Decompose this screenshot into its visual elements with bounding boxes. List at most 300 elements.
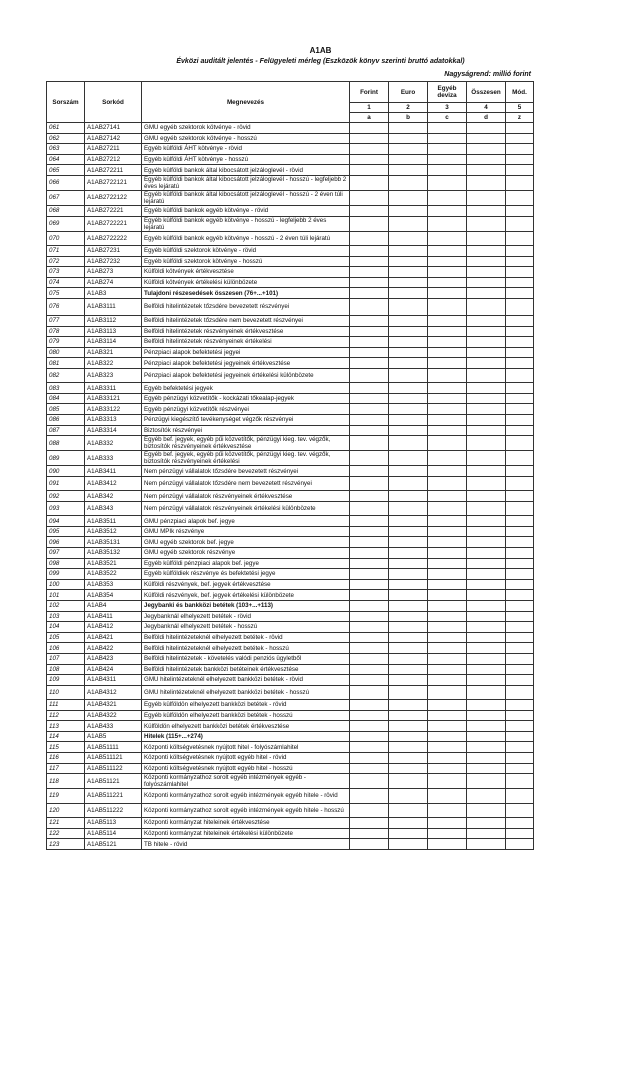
value-cell-forint[interactable]: [350, 818, 389, 829]
value-cell-mod[interactable]: [506, 326, 534, 337]
value-cell-mod[interactable]: [506, 347, 534, 358]
value-cell-mod[interactable]: [506, 267, 534, 278]
value-cell-osszesen[interactable]: [467, 611, 506, 622]
value-cell-egyeb[interactable]: [428, 245, 467, 256]
value-cell-mod[interactable]: [506, 753, 534, 764]
value-cell-euro[interactable]: [389, 710, 428, 721]
value-cell-euro[interactable]: [389, 123, 428, 134]
value-cell-euro[interactable]: [389, 205, 428, 216]
value-cell-mod[interactable]: [506, 675, 534, 686]
value-cell-euro[interactable]: [389, 466, 428, 477]
value-cell-forint[interactable]: [350, 404, 389, 415]
value-cell-osszesen[interactable]: [467, 415, 506, 426]
value-cell-egyeb[interactable]: [428, 675, 467, 686]
value-cell-forint[interactable]: [350, 491, 389, 502]
value-cell-egyeb[interactable]: [428, 436, 467, 451]
value-cell-forint[interactable]: [350, 774, 389, 789]
value-cell-euro[interactable]: [389, 537, 428, 548]
value-cell-forint[interactable]: [350, 415, 389, 426]
value-cell-euro[interactable]: [389, 277, 428, 288]
value-cell-osszesen[interactable]: [467, 590, 506, 601]
value-cell-mod[interactable]: [506, 622, 534, 633]
value-cell-egyeb[interactable]: [428, 451, 467, 466]
value-cell-osszesen[interactable]: [467, 774, 506, 789]
value-cell-osszesen[interactable]: [467, 763, 506, 774]
value-cell-egyeb[interactable]: [428, 710, 467, 721]
value-cell-mod[interactable]: [506, 526, 534, 537]
value-cell-euro[interactable]: [389, 675, 428, 686]
value-cell-mod[interactable]: [506, 298, 534, 315]
value-cell-egyeb[interactable]: [428, 742, 467, 753]
value-cell-osszesen[interactable]: [467, 753, 506, 764]
value-cell-osszesen[interactable]: [467, 165, 506, 176]
value-cell-euro[interactable]: [389, 516, 428, 527]
value-cell-forint[interactable]: [350, 789, 389, 803]
value-cell-egyeb[interactable]: [428, 753, 467, 764]
value-cell-osszesen[interactable]: [467, 383, 506, 394]
value-cell-osszesen[interactable]: [467, 368, 506, 382]
value-cell-forint[interactable]: [350, 803, 389, 817]
value-cell-euro[interactable]: [389, 393, 428, 404]
value-cell-euro[interactable]: [389, 753, 428, 764]
value-cell-osszesen[interactable]: [467, 144, 506, 155]
value-cell-egyeb[interactable]: [428, 288, 467, 299]
value-cell-euro[interactable]: [389, 451, 428, 466]
value-cell-forint[interactable]: [350, 383, 389, 394]
value-cell-osszesen[interactable]: [467, 710, 506, 721]
value-cell-euro[interactable]: [389, 789, 428, 803]
value-cell-egyeb[interactable]: [428, 569, 467, 580]
value-cell-osszesen[interactable]: [467, 632, 506, 643]
value-cell-osszesen[interactable]: [467, 216, 506, 231]
value-cell-osszesen[interactable]: [467, 277, 506, 288]
value-cell-osszesen[interactable]: [467, 828, 506, 839]
value-cell-forint[interactable]: [350, 298, 389, 315]
value-cell-euro[interactable]: [389, 425, 428, 436]
value-cell-osszesen[interactable]: [467, 803, 506, 817]
value-cell-mod[interactable]: [506, 288, 534, 299]
value-cell-forint[interactable]: [350, 558, 389, 569]
value-cell-egyeb[interactable]: [428, 579, 467, 590]
value-cell-forint[interactable]: [350, 675, 389, 686]
value-cell-osszesen[interactable]: [467, 123, 506, 134]
value-cell-mod[interactable]: [506, 123, 534, 134]
value-cell-egyeb[interactable]: [428, 491, 467, 502]
value-cell-osszesen[interactable]: [467, 133, 506, 144]
value-cell-osszesen[interactable]: [467, 190, 506, 205]
value-cell-forint[interactable]: [350, 476, 389, 490]
value-cell-osszesen[interactable]: [467, 256, 506, 267]
value-cell-forint[interactable]: [350, 451, 389, 466]
value-cell-egyeb[interactable]: [428, 154, 467, 165]
value-cell-euro[interactable]: [389, 368, 428, 382]
value-cell-mod[interactable]: [506, 839, 534, 850]
value-cell-mod[interactable]: [506, 216, 534, 231]
value-cell-euro[interactable]: [389, 685, 428, 699]
value-cell-egyeb[interactable]: [428, 368, 467, 382]
value-cell-osszesen[interactable]: [467, 466, 506, 477]
value-cell-mod[interactable]: [506, 590, 534, 601]
value-cell-euro[interactable]: [389, 165, 428, 176]
value-cell-mod[interactable]: [506, 415, 534, 426]
value-cell-euro[interactable]: [389, 653, 428, 664]
value-cell-mod[interactable]: [506, 133, 534, 144]
value-cell-osszesen[interactable]: [467, 685, 506, 699]
value-cell-forint[interactable]: [350, 245, 389, 256]
value-cell-egyeb[interactable]: [428, 358, 467, 369]
value-cell-euro[interactable]: [389, 245, 428, 256]
value-cell-mod[interactable]: [506, 451, 534, 466]
value-cell-egyeb[interactable]: [428, 298, 467, 315]
value-cell-euro[interactable]: [389, 216, 428, 231]
value-cell-egyeb[interactable]: [428, 526, 467, 537]
value-cell-osszesen[interactable]: [467, 516, 506, 527]
value-cell-forint[interactable]: [350, 839, 389, 850]
value-cell-egyeb[interactable]: [428, 700, 467, 711]
value-cell-egyeb[interactable]: [428, 383, 467, 394]
value-cell-egyeb[interactable]: [428, 425, 467, 436]
value-cell-osszesen[interactable]: [467, 600, 506, 611]
value-cell-euro[interactable]: [389, 579, 428, 590]
value-cell-osszesen[interactable]: [467, 154, 506, 165]
value-cell-osszesen[interactable]: [467, 315, 506, 326]
value-cell-osszesen[interactable]: [467, 622, 506, 633]
value-cell-forint[interactable]: [350, 288, 389, 299]
value-cell-mod[interactable]: [506, 685, 534, 699]
value-cell-mod[interactable]: [506, 501, 534, 515]
value-cell-egyeb[interactable]: [428, 622, 467, 633]
value-cell-forint[interactable]: [350, 368, 389, 382]
value-cell-mod[interactable]: [506, 165, 534, 176]
value-cell-mod[interactable]: [506, 231, 534, 245]
value-cell-egyeb[interactable]: [428, 315, 467, 326]
value-cell-egyeb[interactable]: [428, 415, 467, 426]
value-cell-forint[interactable]: [350, 828, 389, 839]
value-cell-euro[interactable]: [389, 828, 428, 839]
value-cell-forint[interactable]: [350, 721, 389, 732]
value-cell-forint[interactable]: [350, 347, 389, 358]
value-cell-osszesen[interactable]: [467, 425, 506, 436]
value-cell-mod[interactable]: [506, 368, 534, 382]
value-cell-egyeb[interactable]: [428, 165, 467, 176]
value-cell-forint[interactable]: [350, 337, 389, 348]
value-cell-euro[interactable]: [389, 526, 428, 537]
value-cell-osszesen[interactable]: [467, 205, 506, 216]
value-cell-egyeb[interactable]: [428, 123, 467, 134]
value-cell-mod[interactable]: [506, 537, 534, 548]
value-cell-egyeb[interactable]: [428, 774, 467, 789]
value-cell-osszesen[interactable]: [467, 393, 506, 404]
value-cell-mod[interactable]: [506, 569, 534, 580]
value-cell-euro[interactable]: [389, 231, 428, 245]
value-cell-mod[interactable]: [506, 491, 534, 502]
value-cell-mod[interactable]: [506, 358, 534, 369]
value-cell-osszesen[interactable]: [467, 789, 506, 803]
value-cell-osszesen[interactable]: [467, 298, 506, 315]
value-cell-euro[interactable]: [389, 600, 428, 611]
value-cell-egyeb[interactable]: [428, 653, 467, 664]
value-cell-euro[interactable]: [389, 383, 428, 394]
value-cell-mod[interactable]: [506, 828, 534, 839]
value-cell-euro[interactable]: [389, 190, 428, 205]
value-cell-egyeb[interactable]: [428, 347, 467, 358]
value-cell-forint[interactable]: [350, 315, 389, 326]
value-cell-egyeb[interactable]: [428, 818, 467, 829]
value-cell-euro[interactable]: [389, 326, 428, 337]
value-cell-forint[interactable]: [350, 358, 389, 369]
value-cell-euro[interactable]: [389, 590, 428, 601]
value-cell-egyeb[interactable]: [428, 789, 467, 803]
value-cell-mod[interactable]: [506, 466, 534, 477]
value-cell-euro[interactable]: [389, 774, 428, 789]
value-cell-osszesen[interactable]: [467, 742, 506, 753]
value-cell-euro[interactable]: [389, 144, 428, 155]
value-cell-mod[interactable]: [506, 337, 534, 348]
value-cell-osszesen[interactable]: [467, 721, 506, 732]
value-cell-egyeb[interactable]: [428, 501, 467, 515]
value-cell-forint[interactable]: [350, 742, 389, 753]
value-cell-euro[interactable]: [389, 622, 428, 633]
value-cell-euro[interactable]: [389, 133, 428, 144]
value-cell-mod[interactable]: [506, 700, 534, 711]
value-cell-mod[interactable]: [506, 436, 534, 451]
value-cell-forint[interactable]: [350, 256, 389, 267]
value-cell-euro[interactable]: [389, 664, 428, 675]
value-cell-osszesen[interactable]: [467, 643, 506, 654]
value-cell-forint[interactable]: [350, 326, 389, 337]
value-cell-mod[interactable]: [506, 632, 534, 643]
value-cell-egyeb[interactable]: [428, 175, 467, 190]
value-cell-egyeb[interactable]: [428, 404, 467, 415]
value-cell-osszesen[interactable]: [467, 175, 506, 190]
value-cell-forint[interactable]: [350, 231, 389, 245]
value-cell-mod[interactable]: [506, 205, 534, 216]
value-cell-egyeb[interactable]: [428, 133, 467, 144]
value-cell-euro[interactable]: [389, 501, 428, 515]
value-cell-forint[interactable]: [350, 548, 389, 559]
value-cell-mod[interactable]: [506, 144, 534, 155]
value-cell-mod[interactable]: [506, 315, 534, 326]
value-cell-mod[interactable]: [506, 516, 534, 527]
value-cell-osszesen[interactable]: [467, 537, 506, 548]
value-cell-euro[interactable]: [389, 818, 428, 829]
value-cell-osszesen[interactable]: [467, 548, 506, 559]
value-cell-egyeb[interactable]: [428, 611, 467, 622]
value-cell-forint[interactable]: [350, 611, 389, 622]
value-cell-egyeb[interactable]: [428, 721, 467, 732]
value-cell-euro[interactable]: [389, 803, 428, 817]
value-cell-mod[interactable]: [506, 175, 534, 190]
value-cell-euro[interactable]: [389, 298, 428, 315]
value-cell-mod[interactable]: [506, 393, 534, 404]
value-cell-osszesen[interactable]: [467, 664, 506, 675]
value-cell-osszesen[interactable]: [467, 818, 506, 829]
value-cell-euro[interactable]: [389, 643, 428, 654]
value-cell-osszesen[interactable]: [467, 501, 506, 515]
value-cell-euro[interactable]: [389, 491, 428, 502]
value-cell-forint[interactable]: [350, 393, 389, 404]
value-cell-euro[interactable]: [389, 154, 428, 165]
value-cell-mod[interactable]: [506, 383, 534, 394]
value-cell-mod[interactable]: [506, 710, 534, 721]
value-cell-forint[interactable]: [350, 753, 389, 764]
value-cell-egyeb[interactable]: [428, 590, 467, 601]
value-cell-osszesen[interactable]: [467, 245, 506, 256]
value-cell-osszesen[interactable]: [467, 558, 506, 569]
value-cell-mod[interactable]: [506, 742, 534, 753]
value-cell-euro[interactable]: [389, 558, 428, 569]
value-cell-osszesen[interactable]: [467, 288, 506, 299]
value-cell-egyeb[interactable]: [428, 839, 467, 850]
value-cell-forint[interactable]: [350, 501, 389, 515]
value-cell-mod[interactable]: [506, 653, 534, 664]
value-cell-forint[interactable]: [350, 653, 389, 664]
value-cell-forint[interactable]: [350, 763, 389, 774]
value-cell-egyeb[interactable]: [428, 337, 467, 348]
value-cell-egyeb[interactable]: [428, 256, 467, 267]
value-cell-osszesen[interactable]: [467, 731, 506, 742]
value-cell-euro[interactable]: [389, 742, 428, 753]
value-cell-mod[interactable]: [506, 643, 534, 654]
value-cell-osszesen[interactable]: [467, 436, 506, 451]
value-cell-osszesen[interactable]: [467, 839, 506, 850]
value-cell-mod[interactable]: [506, 763, 534, 774]
value-cell-euro[interactable]: [389, 763, 428, 774]
value-cell-egyeb[interactable]: [428, 763, 467, 774]
value-cell-mod[interactable]: [506, 256, 534, 267]
value-cell-euro[interactable]: [389, 436, 428, 451]
value-cell-egyeb[interactable]: [428, 685, 467, 699]
value-cell-forint[interactable]: [350, 731, 389, 742]
value-cell-egyeb[interactable]: [428, 558, 467, 569]
value-cell-euro[interactable]: [389, 358, 428, 369]
value-cell-euro[interactable]: [389, 315, 428, 326]
value-cell-mod[interactable]: [506, 476, 534, 490]
value-cell-forint[interactable]: [350, 175, 389, 190]
value-cell-egyeb[interactable]: [428, 803, 467, 817]
value-cell-mod[interactable]: [506, 600, 534, 611]
value-cell-osszesen[interactable]: [467, 476, 506, 490]
value-cell-egyeb[interactable]: [428, 828, 467, 839]
value-cell-forint[interactable]: [350, 425, 389, 436]
value-cell-euro[interactable]: [389, 611, 428, 622]
value-cell-egyeb[interactable]: [428, 267, 467, 278]
value-cell-euro[interactable]: [389, 569, 428, 580]
value-cell-euro[interactable]: [389, 476, 428, 490]
value-cell-osszesen[interactable]: [467, 451, 506, 466]
value-cell-mod[interactable]: [506, 277, 534, 288]
value-cell-mod[interactable]: [506, 154, 534, 165]
value-cell-osszesen[interactable]: [467, 526, 506, 537]
value-cell-euro[interactable]: [389, 700, 428, 711]
value-cell-egyeb[interactable]: [428, 231, 467, 245]
value-cell-egyeb[interactable]: [428, 326, 467, 337]
value-cell-osszesen[interactable]: [467, 569, 506, 580]
value-cell-osszesen[interactable]: [467, 231, 506, 245]
value-cell-forint[interactable]: [350, 700, 389, 711]
value-cell-forint[interactable]: [350, 216, 389, 231]
value-cell-forint[interactable]: [350, 685, 389, 699]
value-cell-egyeb[interactable]: [428, 190, 467, 205]
value-cell-egyeb[interactable]: [428, 731, 467, 742]
value-cell-egyeb[interactable]: [428, 393, 467, 404]
value-cell-forint[interactable]: [350, 710, 389, 721]
value-cell-osszesen[interactable]: [467, 347, 506, 358]
value-cell-forint[interactable]: [350, 643, 389, 654]
value-cell-forint[interactable]: [350, 165, 389, 176]
value-cell-egyeb[interactable]: [428, 516, 467, 527]
value-cell-osszesen[interactable]: [467, 337, 506, 348]
value-cell-euro[interactable]: [389, 256, 428, 267]
value-cell-euro[interactable]: [389, 347, 428, 358]
value-cell-egyeb[interactable]: [428, 643, 467, 654]
value-cell-egyeb[interactable]: [428, 537, 467, 548]
value-cell-forint[interactable]: [350, 590, 389, 601]
value-cell-mod[interactable]: [506, 404, 534, 415]
value-cell-egyeb[interactable]: [428, 664, 467, 675]
value-cell-mod[interactable]: [506, 611, 534, 622]
value-cell-euro[interactable]: [389, 731, 428, 742]
value-cell-osszesen[interactable]: [467, 491, 506, 502]
value-cell-mod[interactable]: [506, 190, 534, 205]
value-cell-forint[interactable]: [350, 526, 389, 537]
value-cell-osszesen[interactable]: [467, 326, 506, 337]
value-cell-mod[interactable]: [506, 721, 534, 732]
value-cell-euro[interactable]: [389, 632, 428, 643]
value-cell-osszesen[interactable]: [467, 267, 506, 278]
value-cell-osszesen[interactable]: [467, 700, 506, 711]
value-cell-forint[interactable]: [350, 154, 389, 165]
value-cell-egyeb[interactable]: [428, 144, 467, 155]
value-cell-forint[interactable]: [350, 277, 389, 288]
value-cell-mod[interactable]: [506, 425, 534, 436]
value-cell-egyeb[interactable]: [428, 466, 467, 477]
value-cell-forint[interactable]: [350, 579, 389, 590]
value-cell-mod[interactable]: [506, 803, 534, 817]
value-cell-forint[interactable]: [350, 144, 389, 155]
value-cell-forint[interactable]: [350, 267, 389, 278]
value-cell-euro[interactable]: [389, 839, 428, 850]
value-cell-egyeb[interactable]: [428, 216, 467, 231]
value-cell-osszesen[interactable]: [467, 358, 506, 369]
value-cell-euro[interactable]: [389, 415, 428, 426]
value-cell-forint[interactable]: [350, 466, 389, 477]
value-cell-forint[interactable]: [350, 537, 389, 548]
value-cell-forint[interactable]: [350, 436, 389, 451]
value-cell-euro[interactable]: [389, 267, 428, 278]
value-cell-mod[interactable]: [506, 731, 534, 742]
value-cell-forint[interactable]: [350, 632, 389, 643]
value-cell-osszesen[interactable]: [467, 404, 506, 415]
value-cell-egyeb[interactable]: [428, 600, 467, 611]
value-cell-euro[interactable]: [389, 175, 428, 190]
value-cell-mod[interactable]: [506, 818, 534, 829]
value-cell-forint[interactable]: [350, 190, 389, 205]
value-cell-osszesen[interactable]: [467, 675, 506, 686]
value-cell-mod[interactable]: [506, 558, 534, 569]
value-cell-osszesen[interactable]: [467, 653, 506, 664]
value-cell-euro[interactable]: [389, 404, 428, 415]
value-cell-egyeb[interactable]: [428, 548, 467, 559]
value-cell-forint[interactable]: [350, 600, 389, 611]
value-cell-euro[interactable]: [389, 337, 428, 348]
value-cell-forint[interactable]: [350, 664, 389, 675]
value-cell-mod[interactable]: [506, 245, 534, 256]
value-cell-euro[interactable]: [389, 721, 428, 732]
value-cell-forint[interactable]: [350, 622, 389, 633]
value-cell-forint[interactable]: [350, 569, 389, 580]
value-cell-forint[interactable]: [350, 516, 389, 527]
